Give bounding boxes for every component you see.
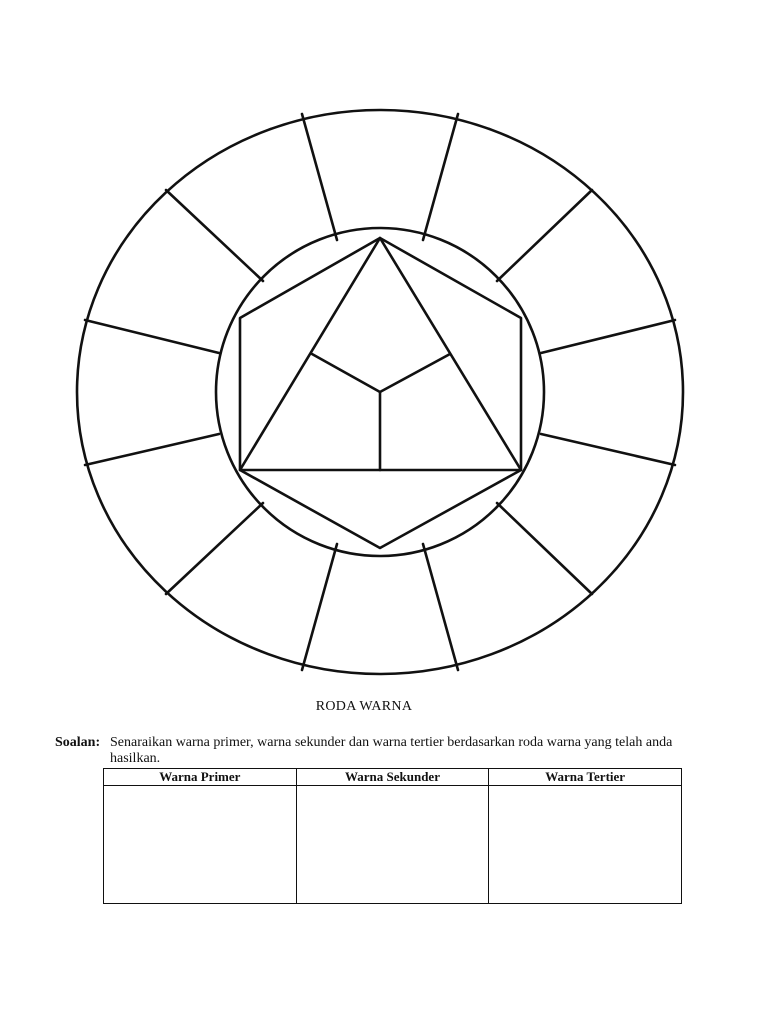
divider-7 (423, 544, 458, 670)
header-warna-sekunder: Warna Sekunder (296, 769, 489, 786)
divider-1 (302, 114, 337, 240)
divider-12 (166, 190, 263, 281)
divider-9 (166, 503, 263, 594)
divider-11 (85, 320, 219, 353)
diagram-caption: RODA WARNA (315, 699, 413, 714)
answer-cell-sekunder[interactable] (296, 786, 489, 904)
center-line-left (312, 354, 380, 392)
question-label: Soalan: (55, 735, 101, 750)
divider-6 (497, 503, 592, 594)
answer-table-header-row (104, 769, 682, 786)
divider-5 (541, 434, 675, 465)
divider-3 (497, 190, 592, 281)
answer-cell-tertier[interactable] (489, 786, 682, 904)
triangle-center-lines (312, 354, 450, 470)
answer-cell-primer[interactable] (104, 786, 297, 904)
center-line-right (380, 354, 450, 392)
divider-2 (423, 114, 458, 240)
divider-4 (541, 320, 675, 353)
table-row (104, 786, 682, 904)
question-text: Senaraikan warna primer, warna sekunder dan warna tertier berdasarkan roda warna yang telah anda hasilkan. (110, 735, 673, 766)
header-warna-tertier: Warna Tertier (489, 769, 682, 786)
header-warna-primer: Warna Primer (104, 769, 297, 786)
divider-8 (302, 544, 337, 670)
divider-10 (85, 434, 219, 465)
answer-table (103, 768, 682, 904)
